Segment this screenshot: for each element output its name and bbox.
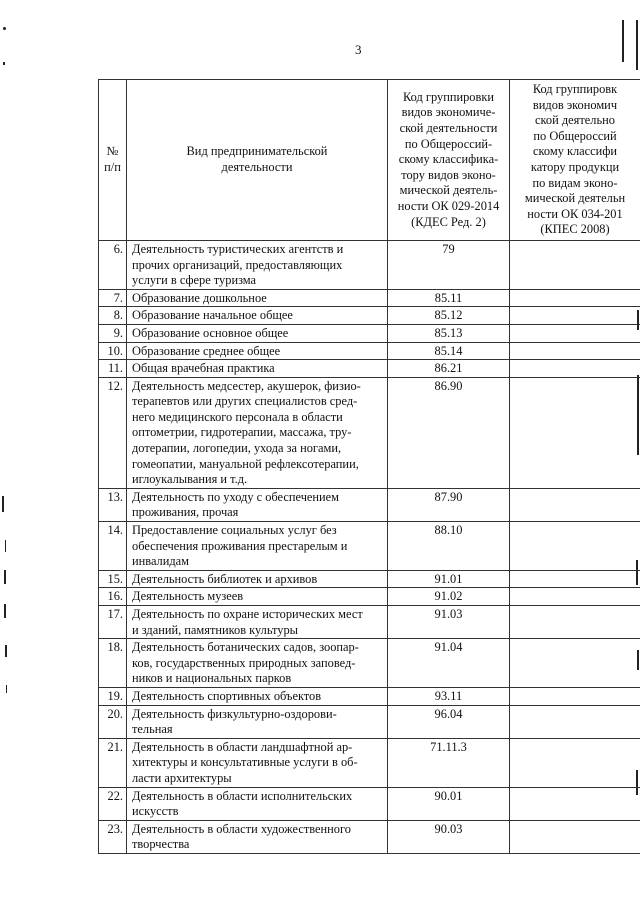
activity-line: ков, государственных природных заповед- [132,655,356,670]
activity-line: и зданий, памятников культуры [132,622,298,637]
activity-line: хитектуры и консультативные услуги в об- [132,755,358,770]
table-row [99,606,640,639]
activity-line: инвалидам [132,554,190,569]
row-number: 22. [99,787,127,820]
header-okved-code [388,80,510,241]
row-activity [127,307,388,325]
row-number: 15. [99,570,127,588]
scan-edge-mark [2,496,4,512]
row-number: 7. [99,289,127,307]
header-okpd-line: по Общероссий [533,128,617,143]
header-okpd-line: по видам эконо- [532,175,618,190]
row-activity [127,738,388,787]
activity-line: тельная [132,722,173,737]
activity-line: ников и национальных парков [132,671,292,686]
row-okpd-code [510,360,640,378]
row-okved-code: 85.11 [388,289,510,307]
header-activity-line: деятельности [221,159,293,174]
header-okved-line: скому классифика- [398,152,499,167]
header-okpd-line: ской деятельно [535,113,615,128]
scan-edge-mark [6,685,7,693]
activity-line: ласти архитектуры [132,770,232,785]
activity-line: проживания, прочая [132,505,239,520]
activity-line: дотерапии, логопедии, ухода за ногами, [132,441,342,456]
activity-codes-table [98,79,640,854]
row-okpd-code [510,705,640,738]
table-header-row [99,80,640,241]
row-okpd-code [510,289,640,307]
activity-line: обеспечения проживания престарелым и [132,538,348,553]
table-row [99,488,640,521]
row-okpd-code [510,738,640,787]
row-activity [127,639,388,688]
table-row [99,588,640,606]
row-okved-code: 96.04 [388,705,510,738]
table-row [99,639,640,688]
row-activity [127,606,388,639]
activity-line: гомеопатии, мануальной рефлексотерапии, [132,456,359,471]
row-activity [127,488,388,521]
activity-line: творчества [132,837,190,852]
table-row [99,342,640,360]
header-okpd-line: ности ОК 034-201 [527,206,623,221]
activity-line: прочих организаций, предоставляющих [132,257,343,272]
activity-line: Общая врачебная практика [132,361,275,376]
header-okved-line: ской деятельности [399,120,498,135]
activity-line: иглоукалывания и т.д. [132,472,248,487]
header-okved-line: тору видов эконо- [401,167,496,182]
activity-line: Деятельность по охране исторических мест [132,607,363,621]
row-okved-code: 90.03 [388,820,510,853]
header-okved-line: по Общероссий- [404,136,493,151]
activity-line: Деятельность в области ландшафтной ар- [132,739,353,754]
activity-line: Образование среднее общее [132,343,281,358]
row-okved-code: 88.10 [388,522,510,571]
scan-dot [3,62,5,65]
activity-line: оптометрии, гидротерапии, массажа, тру- [132,425,352,440]
row-number: 21. [99,738,127,787]
scan-dot [3,27,6,30]
row-okpd-code [510,488,640,521]
row-okved-code: 91.01 [388,570,510,588]
row-activity [127,705,388,738]
row-activity [127,570,388,588]
row-okpd-code [510,342,640,360]
header-okved-line: мической деятель- [399,183,498,198]
row-activity [127,360,388,378]
activity-line: Образование основное общее [132,325,289,340]
row-number: 14. [99,522,127,571]
row-okpd-code [510,324,640,342]
row-okpd-code [510,570,640,588]
row-okpd-code [510,606,640,639]
header-okpd-line: (КПЕС 2008) [540,222,610,237]
header-okpd-code [510,80,640,241]
row-activity [127,588,388,606]
activity-line: Деятельность в области исполнительских [132,788,353,803]
row-okpd-code [510,820,640,853]
activity-line: Деятельность медсестер, акушерок, физио- [132,378,361,393]
row-okpd-code [510,377,640,488]
header-okved-line: видов экономиче- [401,105,496,120]
row-activity [127,787,388,820]
header-okpd-line: мической деятельн [524,191,626,206]
activity-line: терапевтов или других специалистов сред- [132,394,358,409]
row-number: 23. [99,820,127,853]
row-number: 10. [99,342,127,360]
table-row [99,787,640,820]
activity-line: Деятельность по уходу с обеспечением [132,489,340,504]
row-activity [127,820,388,853]
header-number-line: № [106,144,119,159]
header-okpd-line: видов экономич [532,97,618,112]
activity-line: Деятельность туристических агентств и [132,241,344,256]
row-number: 8. [99,307,127,325]
table-row [99,289,640,307]
activity-line: услуги в сфере туризма [132,273,257,288]
activity-line: него медицинского персонала в области [132,409,343,424]
scan-edge-line [622,20,624,62]
activity-line: Предоставление социальных услуг без [132,523,337,538]
row-okved-code: 87.90 [388,488,510,521]
scan-edge-mark [4,604,6,618]
table-row [99,522,640,571]
row-number: 13. [99,488,127,521]
row-number: 11. [99,360,127,378]
row-activity [127,377,388,488]
row-okved-code: 86.90 [388,377,510,488]
table-row [99,705,640,738]
row-okved-code: 91.03 [388,606,510,639]
table-row [99,324,640,342]
activity-line: Образование начальное общее [132,308,293,323]
header-okpd-line: скому классифи [533,144,617,159]
row-okved-code: 79 [388,240,510,289]
table-row [99,738,640,787]
scan-edge-line [636,20,638,70]
activity-line: Деятельность спортивных объектов [132,688,322,703]
activity-line: искусств [132,804,179,819]
row-okved-code: 85.14 [388,342,510,360]
row-okpd-code [510,307,640,325]
table-row [99,687,640,705]
row-number: 17. [99,606,127,639]
row-okved-code: 86.21 [388,360,510,378]
row-okpd-code [510,687,640,705]
row-okved-code: 90.01 [388,787,510,820]
row-okved-code: 71.11.3 [388,738,510,787]
row-okpd-code [510,240,640,289]
table-row [99,570,640,588]
header-okved-line: ности ОК 029-2014 [397,198,500,213]
row-activity [127,289,388,307]
row-okved-code: 91.02 [388,588,510,606]
scan-edge-mark [4,570,6,584]
row-okpd-code [510,588,640,606]
row-activity [127,687,388,705]
row-activity [127,342,388,360]
scan-edge-mark [5,645,7,657]
activity-line: Деятельность ботанических садов, зоопар- [132,640,359,655]
header-number-line: п/п [104,159,121,174]
row-okved-code: 85.12 [388,307,510,325]
header-okved-line: (КДЕС Ред. 2) [411,214,486,229]
row-okpd-code [510,522,640,571]
row-number: 16. [99,588,127,606]
row-number: 20. [99,705,127,738]
header-okved-line: Код группировки [403,89,494,104]
row-number: 18. [99,639,127,688]
header-activity-line: Вид предпринимательской [186,144,328,159]
page-number: 3 [355,42,362,57]
scan-edge-mark [5,540,6,552]
activity-line: Деятельность музеев [132,589,244,604]
activity-line: Деятельность физкультурно-оздорови- [132,706,337,721]
table-row [99,360,640,378]
row-okpd-code [510,639,640,688]
header-okpd-line: катору продукци [530,159,620,174]
row-number: 19. [99,687,127,705]
row-okpd-code [510,787,640,820]
table-row [99,377,640,488]
row-number: 12. [99,377,127,488]
header-activity [127,80,388,241]
activity-line: Деятельность в области художественного [132,821,351,836]
row-okved-code: 85.13 [388,324,510,342]
table-row [99,820,640,853]
header-number [99,80,127,241]
row-okved-code: 91.04 [388,639,510,688]
activity-line: Деятельность библиотек и архивов [132,571,318,586]
row-number: 9. [99,324,127,342]
row-activity [127,324,388,342]
table-row [99,307,640,325]
row-activity [127,240,388,289]
row-activity [127,522,388,571]
header-okpd-line: Код группировк [532,82,618,96]
table-row [99,240,640,289]
row-okved-code: 93.11 [388,687,510,705]
row-number: 6. [99,240,127,289]
activity-line: Образование дошкольное [132,290,267,305]
